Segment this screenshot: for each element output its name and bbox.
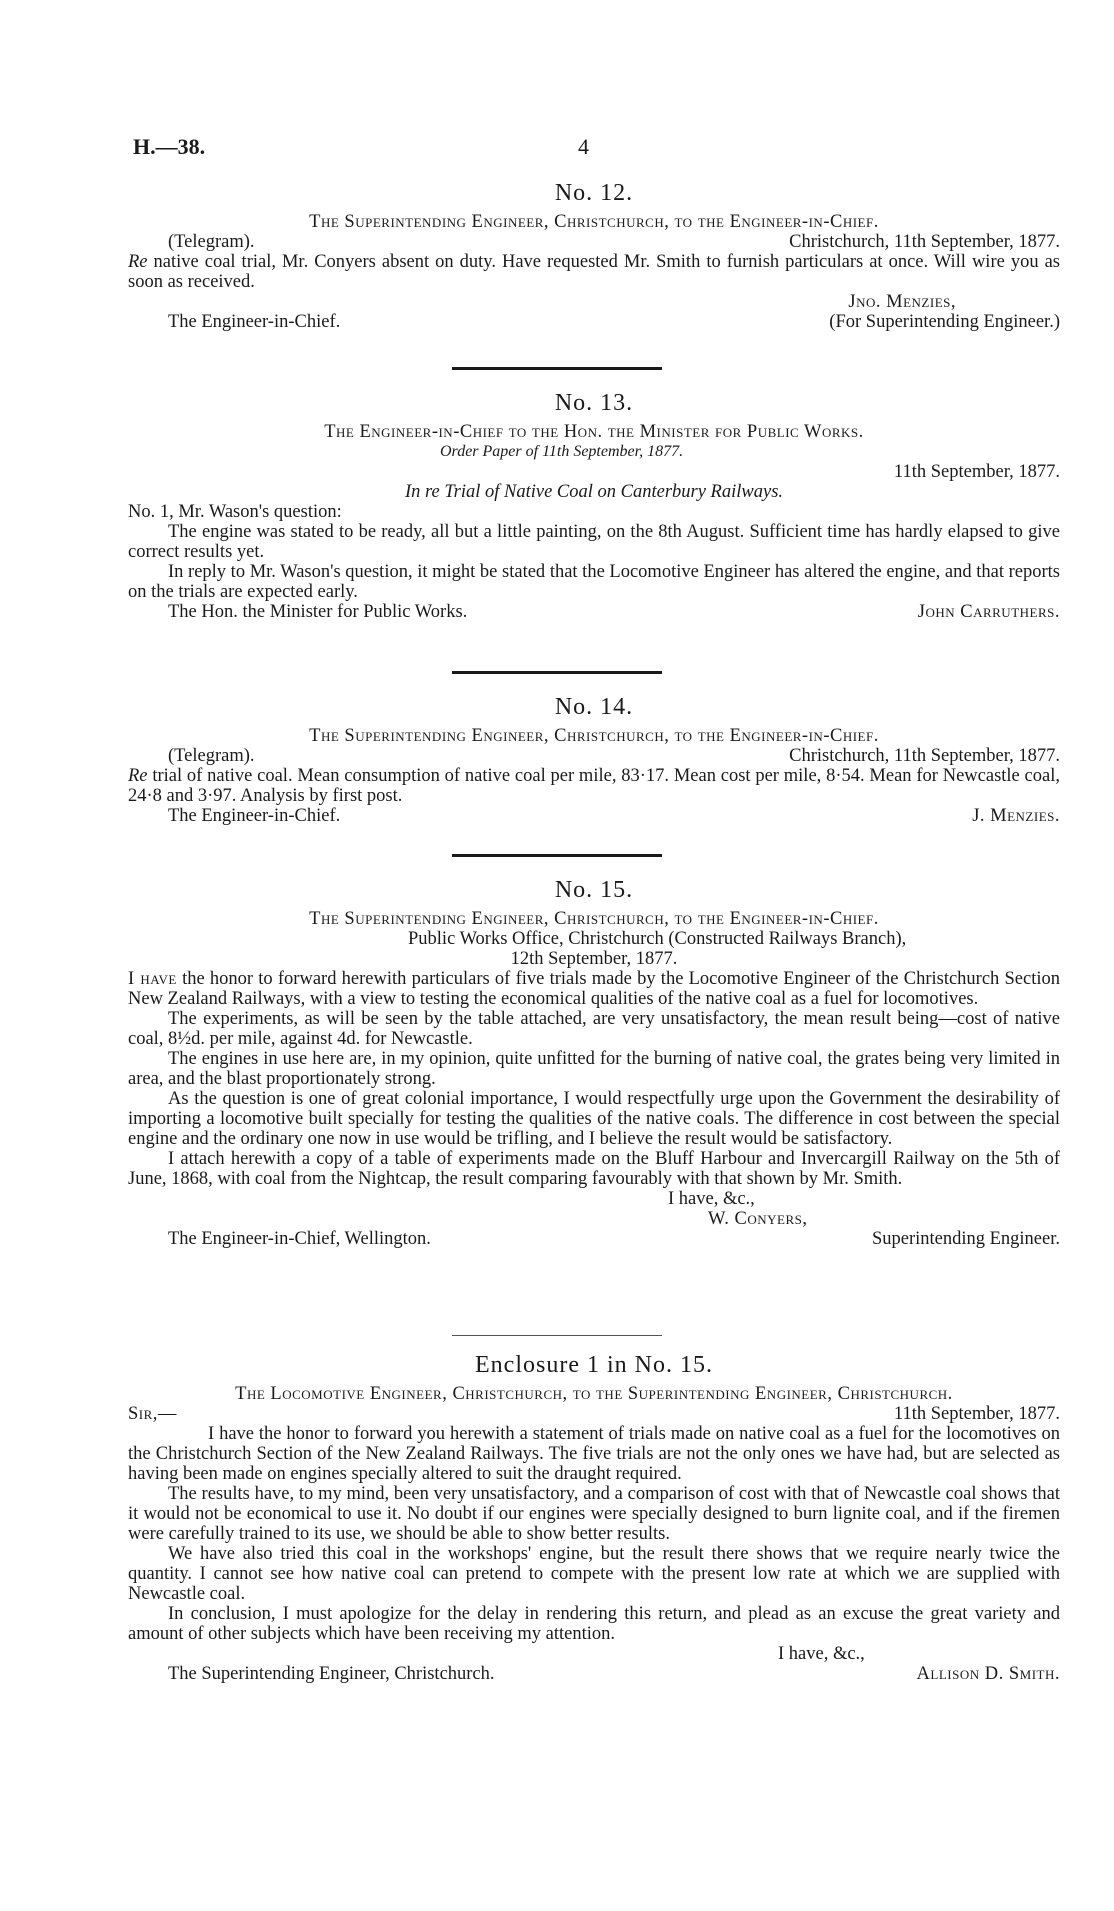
closing: I have, &c., [668,1189,755,1209]
signature: John Carruthers. [917,602,1060,622]
paragraph: The engine was stated to be ready, all but a little painting, on the 8th August. Sufficient time has hardly elapsed to give correct results yet. [128,522,1060,562]
signature: Allison D. Smith. [916,1664,1060,1684]
signature-row [128,292,1060,312]
signature: J. Menzies. [972,806,1060,826]
signature-role: (For Superintending Engineer.) [829,312,1060,332]
message-body: Re native coal trial, Mr. Conyers absent on duty. Have requested Mr. Smith to furnish particulars at once. Will wire you as soon as received. [128,252,1060,292]
paragraph: The experiments, as will be seen by the table attached, are very unsatisfactory, the mean result being—cost of native coal, 8½d. per mile, against 4d. for Newcastle. [128,1009,1060,1049]
section-enclosure [128,1350,1060,1684]
message-body: Re trial of native coal. Mean consumption of native coal per mile, 83·17. Mean cost per mile, 8·54. Mean for Newcastle coal, 24·8 and 3·97. Analysis by first post. [128,766,1060,806]
paragraph: The results have, to my mind, been very unsatisfactory, and a comparison of cost with that of Newcastle coal shows that it would not be economical to use it. No doubt if our engines were specially designed to burn lignite coal, and if the firemen were carefully trained to its use, we should be able to show better results. [128,1484,1060,1544]
paragraph: In reply to Mr. Wason's question, it might be stated that the Locomotive Engineer has altered the engine, and that reports on the trials are expected early. [128,562,1060,602]
section-title: No. 15. [554,877,634,903]
paragraph: The engines in use here are, in my opinion, quite unfitted for the burning of native coal, the grates being very limited in area, and the blast proportionately strong. [128,1049,1060,1089]
paragraph: I have the honor to forward you herewith a statement of trials made on native coal as a fuel for the locomotives on the Christchurch Section of the New Zealand Railways. The five trials are not the only ones we have had, but are selected as having been made on engines specially altered to suit the draught required. [128,1424,1060,1484]
telegram-row [128,232,1060,252]
section-no-13 [128,388,1060,622]
section-title: Enclosure 1 in No. 15. [475,1352,713,1378]
section-no-14 [128,692,1060,826]
from-to-line: The Locomotive Engineer, Christchurch, to the Superintending Engineer, Christchurch. [235,1384,953,1404]
telegram-row [128,746,1060,766]
place-date: Christchurch, 11th September, 1877. [789,232,1060,252]
question-ref: No. 1, Mr. Wason's question: [128,502,342,522]
addressee-row [128,1664,1060,1684]
paragraph: We have also tried this coal in the workshops' engine, but the result there shows that we require nearly twice the quantity. I cannot see how native coal can pretend to compete with the present low rate at which we are supplied with Newcastle coal. [128,1544,1060,1604]
addressee: The Hon. the Minister for Public Works. [168,602,468,622]
paragraph: In conclusion, I must apologize for the delay in rendering this return, and plead as an excuse the great variety and amount of other subjects which have been receiving my attention. [128,1604,1060,1644]
section-no-15 [128,875,1060,1249]
addressee-row [128,806,1060,826]
salutation-row [128,1404,1060,1424]
signature: Jno. Menzies, [848,292,956,312]
addressee-row [128,312,1060,332]
section-no-12 [128,178,1060,332]
section-title: No. 12. [554,180,634,206]
paragraph: I attach herewith a copy of a table of experiments made on the Bluff Harbour and Invercargill Railway on the 5th of June, 1868, with coal from the Nightcap, the result comparing favourably with that shown by Mr. Smith. [128,1149,1060,1189]
document-code: H.—38. [133,134,206,159]
date: 12th September, 1877. [510,949,678,969]
signature-role: Superintending Engineer. [871,1229,1060,1249]
from-to-line: The Superintending Engineer, Christchurch, to the Engineer-in-Chief. [309,212,879,232]
closing: I have, &c., [778,1644,865,1664]
section-divider [0,854,1114,857]
office-line: Public Works Office, Christchurch (Constructed Railways Branch), [408,929,907,949]
signature: W. Conyers, [708,1209,808,1229]
addressee: The Superintending Engineer, Christchurch. [168,1664,495,1684]
section-title: No. 14. [554,694,634,720]
date: 11th September, 1877. [893,1404,1060,1424]
order-paper: Order Paper of 11th September, 1877. [440,443,684,460]
addressee-row [128,602,1060,622]
addressee: The Engineer-in-Chief. [168,312,341,332]
salutation: Sir,— [128,1404,177,1424]
page-number: 4 [578,134,589,159]
date: 11th September, 1877. [893,462,1060,482]
from-to-line: The Superintending Engineer, Christchurch, to the Engineer-in-Chief. [309,726,879,746]
addressee: The Engineer-in-Chief. [168,806,341,826]
place-date: Christchurch, 11th September, 1877. [789,746,1060,766]
addressee-row [128,1229,1060,1249]
paragraph: As the question is one of great colonial importance, I would respectfully urge upon the Government the desirability of importing a locomotive built specially for testing the qualities of the native coals. The difference in cost between the special engine and the ordinary one now in use would be trifling, and I believe the result would be satisfactory. [128,1089,1060,1149]
from-to-line: The Superintending Engineer, Christchurch, to the Engineer-in-Chief. [309,909,879,929]
section-divider [0,367,1114,370]
section-divider [0,1335,1114,1336]
section-title: No. 13. [554,390,634,416]
section-divider [0,671,1114,674]
telegram-label: (Telegram). [168,746,255,766]
telegram-label: (Telegram). [168,232,255,252]
subject-line: In re Trial of Native Coal on Canterbury Railways. [404,482,784,502]
addressee: The Engineer-in-Chief, Wellington. [168,1229,431,1249]
paragraph: I have the honor to forward herewith particulars of five trials made by the Locomotive Engineer of the Christchurch Section New Zealand Railways, with a view to testing the economical qualities of the native coal as a fuel for locomotives. [128,969,1061,1009]
from-to-line: The Engineer-in-Chief to the Hon. the Minister for Public Works. [324,422,864,442]
